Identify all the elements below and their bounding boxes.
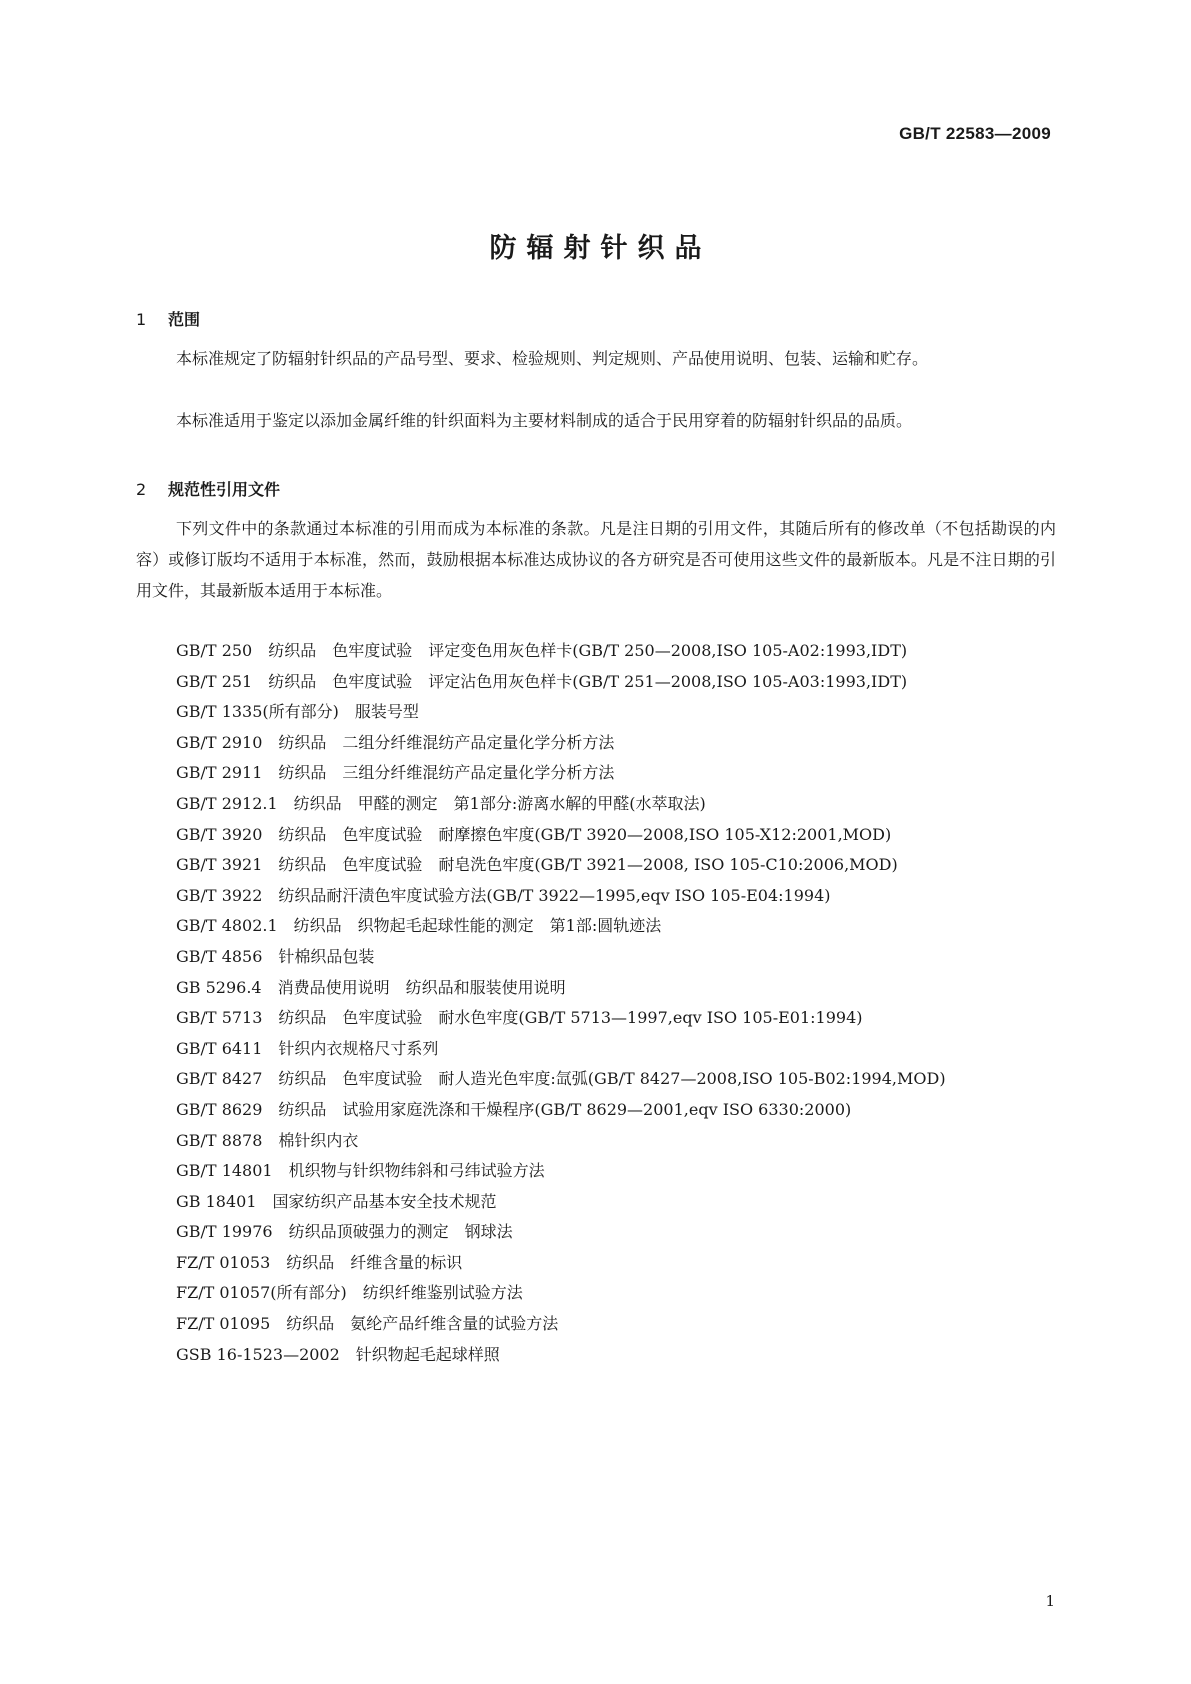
- scope-paragraph-1: 本标准规定了防辐射针织品的产品号型、要求、检验规则、判定规则、产品使用说明、包装、运输和贮存。: [176, 349, 929, 368]
- scope-paragraph-2: 本标准适用于鉴定以添加金属纤维的针织面料为主要材料制成的适合于民用穿着的防辐射针织品的品质。: [176, 411, 913, 430]
- reference-item: GSB 16-1523—2002 针织物起毛起球样照: [176, 1344, 500, 1364]
- reference-item: GB/T 2912.1 纺织品 甲醛的测定 第1部分:游离水解的甲醛(水萃取法): [176, 793, 706, 813]
- reference-item: GB/T 6411 针织内衣规格尺寸系列: [176, 1038, 439, 1058]
- standard-code: GB/T 22583—2009: [899, 124, 1051, 143]
- reference-item: GB/T 14801 机织物与针织物纬斜和弓纬试验方法: [176, 1161, 545, 1181]
- document-title: 防辐射针织品: [489, 233, 712, 264]
- reference-item: GB/T 1335(所有部分) 服装号型: [176, 702, 419, 722]
- reference-item: GB/T 4856 针棉织品包装: [176, 946, 375, 966]
- section-1-heading: [136, 307, 200, 330]
- reference-item: FZ/T 01057(所有部分) 纺织纤维鉴别试验方法: [176, 1283, 523, 1303]
- reference-item: GB/T 8629 纺织品 试验用家庭洗涤和干燥程序(GB/T 8629—2001,eqv ISO 6330:2000): [176, 1099, 852, 1119]
- reference-item: GB/T 4802.1 纺织品 织物起毛起球性能的测定 第1部:圆轨迹法: [176, 916, 662, 936]
- reference-item: GB/T 3921 纺织品 色牢度试验 耐皂洗色牢度(GB/T 3921—2008, ISO 105-C10:2006,MOD): [176, 855, 898, 875]
- reference-item: GB/T 251 纺织品 色牢度试验 评定沾色用灰色样卡(GB/T 251—2008,ISO 105-A03:1993,IDT): [176, 671, 908, 691]
- page-number: 1: [1045, 1592, 1055, 1610]
- section-number: 1: [136, 310, 147, 329]
- reference-item: FZ/T 01095 纺织品 氨纶产品纤维含量的试验方法: [176, 1314, 559, 1334]
- reference-item: GB/T 19976 纺织品顶破强力的测定 钢球法: [176, 1222, 513, 1242]
- reference-item: GB/T 5713 纺织品 色牢度试验 耐水色牢度(GB/T 5713—1997,eqv ISO 105-E01:1994): [176, 1008, 863, 1028]
- reference-item: FZ/T 01053 纺织品 纤维含量的标识: [176, 1252, 463, 1272]
- normative-intro-paragraph: 下列文件中的条款通过本标准的引用而成为本标准的条款。凡是注日期的引用文件，其随后所有的修改单（不包括勘误的内容）或修订版均不适用于本标准，然而，鼓励根据本标准达成协议的各方研究是否可使用这些文件的最新版本。凡是不注日期的引用文件，其最新版本适用于本标准。: [136, 519, 1056, 600]
- reference-item: GB 18401 国家纺织产品基本安全技术规范: [176, 1191, 497, 1211]
- reference-item: GB/T 2911 纺织品 三组分纤维混纺产品定量化学分析方法: [176, 763, 615, 783]
- section-title: 规范性引用文件: [168, 480, 281, 499]
- reference-item: GB/T 3922 纺织品耐汗渍色牢度试验方法(GB/T 3922—1995,eqv ISO 105-E04:1994): [176, 885, 831, 905]
- reference-item: GB/T 8427 纺织品 色牢度试验 耐人造光色牢度:氙弧(GB/T 8427—2008,ISO 105-B02:1994,MOD): [176, 1069, 946, 1089]
- section-2-heading: [136, 477, 280, 500]
- reference-item: GB/T 250 纺织品 色牢度试验 评定变色用灰色样卡(GB/T 250—2008,ISO 105-A02:1993,IDT): [176, 641, 908, 660]
- reference-item: GB/T 3920 纺织品 色牢度试验 耐摩擦色牢度(GB/T 3920—2008,ISO 105-X12:2001,MOD): [176, 824, 892, 844]
- section-number: 2: [136, 480, 147, 499]
- reference-item: GB/T 2910 纺织品 二组分纤维混纺产品定量化学分析方法: [176, 732, 615, 752]
- reference-item: GB/T 8878 棉针织内衣: [176, 1130, 359, 1150]
- reference-list: [136, 636, 1056, 1370]
- section-title: 范围: [168, 310, 201, 329]
- reference-item: GB 5296.4 消费品使用说明 纺织品和服装使用说明: [176, 977, 566, 997]
